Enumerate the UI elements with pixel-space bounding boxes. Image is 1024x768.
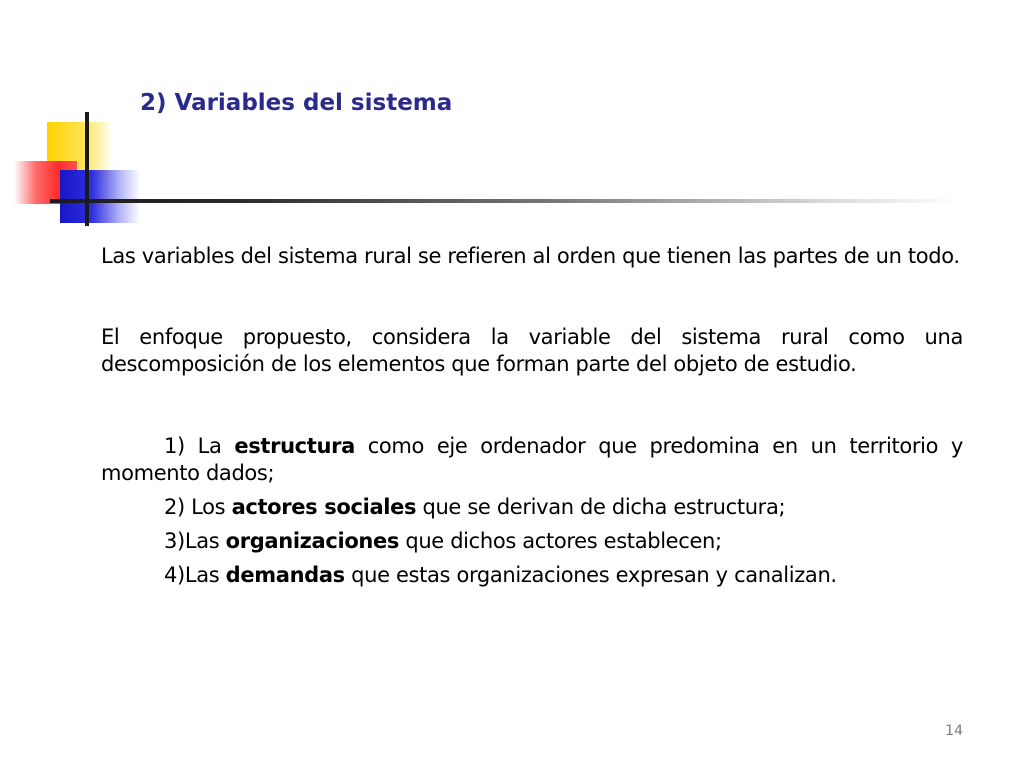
logo-blue-square bbox=[60, 170, 140, 223]
paragraph-1: Las variables del sistema rural se refieren al orden que tienen las partes de un todo. bbox=[101, 244, 960, 268]
list-item-keyword: demandas bbox=[225, 563, 345, 587]
list-item-keyword: estructura bbox=[234, 434, 355, 458]
slide-title: 2) Variables del sistema bbox=[140, 90, 453, 116]
title-underline bbox=[50, 199, 960, 203]
logo-vertical-line bbox=[85, 112, 89, 226]
list-item: 3)Las organizaciones que dichos actores establecen; bbox=[164, 529, 722, 553]
list-item: 4)Las demandas que estas organizaciones expresan y canalizan. bbox=[164, 563, 837, 587]
page-number: 14 bbox=[945, 723, 963, 739]
list-item: 2) Los actores sociales que se derivan de dicha estructura; bbox=[164, 495, 786, 519]
list-item-keyword: actores sociales bbox=[231, 495, 417, 519]
slide-body bbox=[101, 243, 963, 596]
list-item: 1) La estructura como eje ordenador que predomina en un territorio y momento dados; bbox=[101, 434, 964, 485]
paragraph-2: El enfoque propuesto, considera la variable del sistema rural como una descomposición de los elementos que forman parte del objeto de estudio. bbox=[101, 325, 963, 376]
list-item-keyword: organizaciones bbox=[225, 529, 400, 553]
variables-list bbox=[101, 433, 963, 589]
